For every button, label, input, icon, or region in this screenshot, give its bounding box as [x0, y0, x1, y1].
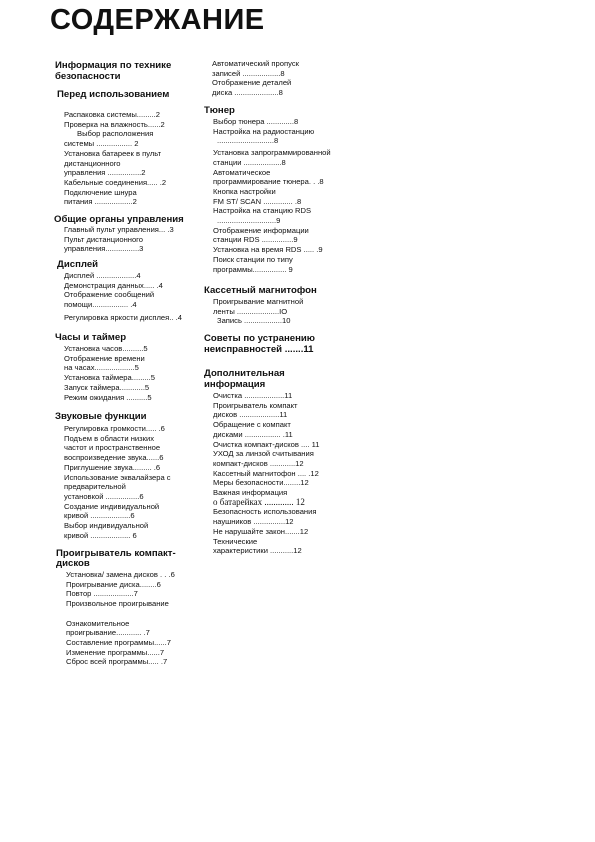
entries-controls: [64, 225, 174, 254]
toc-entry: Главный пульт управления... .3: [64, 225, 174, 234]
toc-entry: Распаковка системы.........2: [64, 110, 160, 119]
toc-entry: предварительной: [64, 482, 126, 492]
toc-entry: записей ..................8: [212, 68, 285, 78]
section-title: Советы по устранению: [204, 333, 315, 344]
toc-entry: Настройка на радиостанцию: [213, 126, 315, 136]
toc-entry: ............................9: [217, 216, 281, 226]
section-title: Тюнер: [204, 105, 235, 116]
toc-entry: Безопасность использования: [213, 507, 317, 517]
toc-entry: Проигрывание диска........6: [66, 579, 161, 589]
toc-entry: наушников ...............12: [213, 517, 294, 527]
toc-entry: установкой ................6: [64, 491, 144, 501]
section-sound: [55, 412, 147, 423]
toc-entry: Кабельные соединения..... .2: [64, 177, 167, 187]
section-controls: [54, 215, 184, 226]
section-title: Проигрыватель компакт-: [56, 548, 176, 559]
entries-additional: [213, 391, 319, 556]
section-cassette: [204, 286, 317, 297]
toc-entry: УХОД за линзой считывания: [213, 449, 314, 459]
toc-entry: Запись ..................10: [217, 316, 291, 326]
toc-entry: Выбор тюнера .............8: [213, 117, 299, 126]
toc-entry: воспроизведение звука......6: [64, 453, 164, 463]
toc-entry: Проверка на влажность......2: [64, 119, 165, 129]
toc-entry: Кассетный магнитофон .... .12: [213, 468, 319, 478]
toc-entry: Отображение времени: [64, 353, 145, 363]
toc-entry: программирование тюнера. . .8: [213, 177, 324, 187]
toc-entry: станции ..................8: [213, 157, 286, 167]
toc-entry: диска .....................8: [212, 88, 283, 98]
toc-entry: Установка часов..........5: [64, 344, 148, 353]
toc-entry: питания ..................2: [64, 197, 137, 207]
section-title: Дополнительная: [204, 368, 285, 379]
section-cd: [56, 549, 176, 569]
toc-entry: Установка батареек в пульт: [64, 148, 162, 158]
toc-entry: программы................ 9: [213, 264, 293, 274]
entries-sound: [64, 424, 171, 540]
entries-cd-continued: [212, 59, 299, 98]
toc-entry: Отображение информации: [213, 225, 309, 235]
toc-entry: Ознакомительное: [66, 618, 130, 628]
toc-entry: Сброс всей программы..... .7: [66, 657, 168, 667]
toc-entry: кривой ................... 6: [64, 530, 137, 540]
section-title: Информация по технике: [55, 60, 172, 71]
toc-entry: Подключение шнура: [64, 187, 137, 197]
section-title: безопасности: [55, 70, 121, 82]
section-title: информация: [204, 378, 266, 390]
toc-entry: системы ................. 2: [64, 139, 139, 149]
toc-entry: FM ST/ SCAN .............. .8: [213, 196, 302, 206]
toc-entry: Технические: [213, 536, 258, 546]
toc-entry: Демонстрация данных..... .4: [64, 280, 163, 290]
entries-tuner: [213, 117, 331, 274]
toc-entry: дисков ...................11: [213, 410, 288, 420]
toc-entry: Установка на время RDS ..... .9: [213, 245, 323, 255]
toc-entry: кривой ...................6: [64, 511, 135, 521]
toc-entry: о батарейках ............. 12: [213, 496, 305, 507]
entries-cassette: [213, 297, 303, 326]
section-title: Звуковые функции: [55, 411, 147, 422]
toc-entry: Приглушение звука......... .6: [64, 462, 161, 472]
toc-entry: Отображение сообщений: [64, 290, 155, 300]
section-title: Общие органы управления: [54, 214, 184, 225]
page-title: СОДЕРЖАНИЕ: [50, 4, 265, 36]
section-safety: [55, 61, 171, 82]
section-before-use: [57, 90, 169, 101]
toc-entry: Повтор ...................7: [66, 589, 138, 599]
section-tuner: [204, 106, 235, 117]
toc-entry: Проигрывание магнитной: [213, 297, 304, 306]
toc-entry: Регулировка яркости дисплея.. .4: [64, 312, 182, 322]
toc-entry: Пульт дистанционного: [64, 234, 143, 244]
section-additional: [204, 369, 285, 390]
toc-entry: Составление программы......7: [66, 637, 171, 647]
toc-entry: на часах...................5: [64, 363, 139, 373]
toc-entry: Проигрыватель компакт: [213, 400, 298, 410]
toc-entry: Автоматический пропуск: [212, 59, 299, 68]
toc-entry: Кнопка настройки: [213, 186, 276, 196]
toc-entry: Важная информация: [213, 488, 288, 498]
toc-entry: Поиск станции по типу: [213, 254, 293, 264]
toc-entry: Подъем в области низких: [64, 433, 155, 443]
toc-entry: компакт-дисков ............12: [213, 458, 304, 468]
toc-entry: Не нарушайте закон.......12: [213, 526, 309, 536]
section-troubleshooting: [204, 334, 315, 355]
toc-entry: станции RDS ...............9: [213, 235, 298, 245]
toc-entry: Произвольное проигрывание: [66, 599, 169, 609]
section-title: Дисплей: [57, 259, 99, 270]
entries-cd: [66, 570, 175, 667]
section-display: [57, 260, 98, 271]
toc-entry: помощи................. .4: [64, 300, 137, 310]
entries-display: [64, 271, 182, 323]
section-title: неисправностей .......11: [204, 343, 314, 355]
toc-entry: ленты ....................IO: [213, 306, 288, 316]
toc-entry: Автоматическое: [213, 167, 271, 177]
toc-entry: Отображение деталей: [212, 78, 292, 88]
section-clock: [55, 333, 126, 344]
toc-entry: Очистка компакт-дисков .... 11: [213, 439, 320, 449]
toc-entry: Режим ожидания ..........5: [64, 392, 152, 402]
section-title: Часы и таймер: [55, 332, 127, 343]
toc-entry: [66, 609, 175, 619]
toc-entry: Использование эквалайзера с: [64, 472, 171, 482]
toc-entry: управления ................2: [64, 168, 146, 178]
toc-entry: характеристики ...........12: [213, 546, 302, 556]
entries-clock: [64, 344, 155, 402]
toc-entry: Создание индивидуальной: [64, 501, 160, 511]
toc-entry: ...........................8: [217, 136, 279, 146]
section-title: Кассетный магнитофон: [204, 285, 317, 296]
toc-entry: Изменение программы......7: [66, 647, 165, 657]
toc-entry: частот и пространственное: [64, 443, 161, 453]
entries-before-use: [64, 110, 166, 207]
toc-entry: Выбор расположения: [77, 129, 154, 139]
toc-entry: проигрывание............ .7: [66, 628, 150, 638]
toc-entry: Выбор индивидуальной: [64, 521, 149, 531]
toc-entry: Установка таймера.........5: [64, 373, 155, 383]
toc-entry: дистанционного: [64, 158, 121, 168]
toc-entry: Обращение с компакт: [213, 420, 291, 430]
toc-entry: Очистка ...................11: [213, 391, 293, 400]
toc-entry: Дисплей ...................4: [64, 271, 141, 280]
section-title: Перед использованием: [57, 89, 170, 100]
toc-entry: Настройка на станцию RDS: [213, 206, 312, 216]
toc-entry: Установка запрограммированной: [213, 148, 331, 158]
toc-entry: дисками ................. .11: [213, 429, 293, 439]
section-title: дисков: [56, 557, 90, 569]
toc-entry: управления................3: [64, 244, 144, 254]
toc-entry: Запуск таймера............5: [64, 382, 150, 392]
toc-entry: Меры безопасности........12: [213, 478, 309, 488]
toc-entry: Регулировка громкости..... .6: [64, 424, 165, 433]
toc-entry: Установка/ замена дисков . . .6: [66, 570, 175, 579]
